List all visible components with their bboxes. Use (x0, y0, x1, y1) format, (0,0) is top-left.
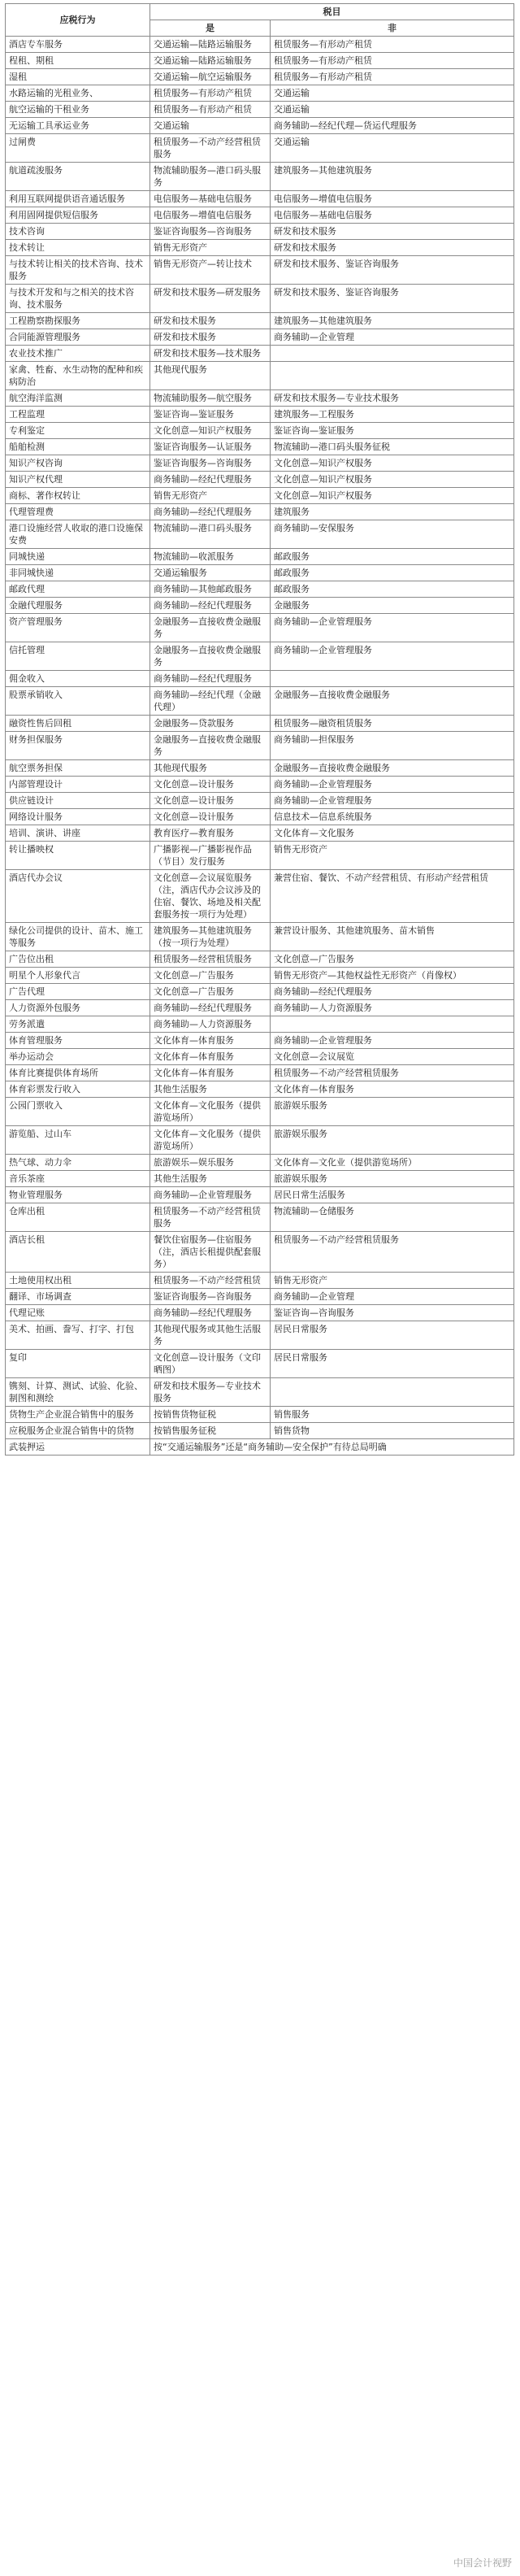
cell-tax-item-yes: 其他生活服务 (150, 1081, 271, 1098)
cell-tax-item-no: 商务辅助—企业管理服务 (271, 793, 514, 809)
cell-taxable-action: 技术转让 (6, 240, 150, 256)
cell-tax-item-no: 物流辅助—港口码头服务征税 (271, 439, 514, 455)
table-row (6, 472, 514, 488)
table-row (6, 870, 514, 923)
cell-taxable-action: 酒店专车服务 (6, 37, 150, 53)
cell-taxable-action: 热气球、动力伞 (6, 1155, 150, 1171)
cell-tax-item-yes: 商务辅助—经纪代理服务 (150, 1305, 271, 1321)
cell-tax-item-no: 文化创意—广告服务 (271, 951, 514, 968)
table-row (6, 53, 514, 69)
table-row (6, 1378, 514, 1407)
cell-tax-item-yes: 物流辅助—收派服务 (150, 549, 271, 565)
table-row (6, 793, 514, 809)
cell-tax-item-no: 建筑服务—工程服务 (271, 407, 514, 423)
cell-tax-item-yes: 物流辅助—港口码头服务 (150, 520, 271, 549)
cell-tax-item-no: 交通运输 (271, 134, 514, 163)
cell-taxable-action: 内部管理设计 (6, 777, 150, 793)
table-row (6, 598, 514, 614)
cell-taxable-action: 劳务派遣 (6, 1016, 150, 1033)
cell-tax-item-no: 兼营设计服务、其他建筑服务、苗木销售 (271, 923, 514, 951)
cell-tax-item-no: 租赁服务—不动产经营租赁服务 (271, 1065, 514, 1081)
cell-taxable-action: 举办运动会 (6, 1049, 150, 1065)
table-row (6, 1423, 514, 1439)
cell-tax-item-no: 商务辅助—经纪代理—货运代理服务 (271, 118, 514, 134)
table-row (6, 1350, 514, 1378)
cell-tax-item-no: 物流辅助—仓储服务 (271, 1203, 514, 1232)
table-row (6, 565, 514, 581)
table-row (6, 224, 514, 240)
table-row (6, 1321, 514, 1350)
table-row (6, 313, 514, 329)
table-row (6, 1000, 514, 1016)
cell-tax-item-no: 建筑服务 (271, 504, 514, 520)
cell-tax-item-no: 文化创意—会议展览 (271, 1049, 514, 1065)
cell-tax-item-no: 邮政服务 (271, 549, 514, 565)
header-taxable-action: 应税行为 (6, 4, 150, 37)
cell-taxable-action: 体育管理服务 (6, 1033, 150, 1049)
cell-taxable-action: 代理管理费 (6, 504, 150, 520)
cell-tax-item-yes: 商务辅助—企业管理服务 (150, 1187, 271, 1203)
cell-tax-item-no (271, 671, 514, 687)
cell-tax-item-yes: 其他现代服务 (150, 760, 271, 777)
cell-tax-item-no (271, 1016, 514, 1033)
table-row (6, 1098, 514, 1126)
cell-tax-item-no: 居民日常生活服务 (271, 1187, 514, 1203)
cell-tax-item-no: 租赁服务—融资租赁服务 (271, 716, 514, 732)
table-row (6, 390, 514, 407)
cell-tax-item-yes: 交通运输—陆路运输服务 (150, 37, 271, 53)
cell-taxable-action: 应税服务企业混合销售中的货物 (6, 1423, 150, 1439)
cell-taxable-action: 广告位出租 (6, 951, 150, 968)
cell-taxable-action: 酒店代办会议 (6, 870, 150, 923)
cell-tax-item-no: 商务辅助—担保服务 (271, 732, 514, 760)
cell-tax-item-no: 兼营住宿、餐饮、不动产经营租赁、有形动产经营租赁 (271, 870, 514, 923)
cell-tax-item-yes: 其他生活服务 (150, 1171, 271, 1187)
cell-taxable-action: 游览船、过山车 (6, 1126, 150, 1155)
cell-taxable-action: 酒店长租 (6, 1232, 150, 1273)
cell-taxable-action: 体育比赛提供体育场所 (6, 1065, 150, 1081)
table-row (6, 240, 514, 256)
table-row (6, 488, 514, 504)
cell-tax-item-yes: 租赁服务—不动产经营租赁服务 (150, 134, 271, 163)
cell-tax-item-yes: 物流辅助服务—港口码头服务 (150, 163, 271, 191)
cell-tax-item-yes: 商务辅助—经纪代理（金融代理） (150, 687, 271, 716)
cell-tax-item-no: 研发和技术服务 (271, 240, 514, 256)
table-row (6, 671, 514, 687)
cell-taxable-action: 股票承销收入 (6, 687, 150, 716)
cell-tax-item-no: 建筑服务—其他建筑服务 (271, 313, 514, 329)
cell-taxable-action: 与技术转让相关的技术咨询、技术服务 (6, 256, 150, 285)
table-row (6, 191, 514, 207)
cell-tax-item-note: 按“交通运输服务”还是“商务辅助—安全保护”有待总局明确 (150, 1439, 514, 1456)
cell-tax-item-yes: 教育医疗—教育服务 (150, 825, 271, 842)
cell-taxable-action: 知识产权代理 (6, 472, 150, 488)
cell-tax-item-yes: 文化体育—文化服务（提供游览场所） (150, 1126, 271, 1155)
cell-tax-item-yes: 商务辅助—经纪代理服务 (150, 1000, 271, 1016)
cell-tax-item-no: 销售无形资产 (271, 1273, 514, 1289)
cell-tax-item-yes: 交通运输—航空运输服务 (150, 69, 271, 85)
cell-taxable-action: 技术咨询 (6, 224, 150, 240)
cell-tax-item-yes: 金融服务—直接收费金融服务 (150, 614, 271, 642)
cell-tax-item-yes: 销售无形资产 (150, 488, 271, 504)
cell-tax-item-yes: 交通运输 (150, 118, 271, 134)
cell-taxable-action: 绿化公司提供的设计、苗木、施工等服务 (6, 923, 150, 951)
cell-tax-item-no: 研发和技术服务、鉴证咨询服务 (271, 256, 514, 285)
cell-taxable-action: 人力资源外包服务 (6, 1000, 150, 1016)
cell-tax-item-yes: 广播影视—广播影视作品（节目）发行服务 (150, 842, 271, 870)
cell-tax-item-yes: 电信服务—增值电信服务 (150, 207, 271, 224)
cell-taxable-action: 湿租 (6, 69, 150, 85)
table-row (6, 407, 514, 423)
table-row (6, 423, 514, 439)
cell-tax-item-no: 居民日常服务 (271, 1321, 514, 1350)
cell-tax-item-no: 文化创意—知识产权服务 (271, 488, 514, 504)
cell-taxable-action: 转让播映权 (6, 842, 150, 870)
cell-tax-item-no: 商务辅助—企业管理服务 (271, 642, 514, 671)
cell-tax-item-no: 租赁服务—有形动产租赁 (271, 69, 514, 85)
table-row (6, 329, 514, 346)
cell-taxable-action: 培训、演讲、讲座 (6, 825, 150, 842)
cell-taxable-action: 融资性售后回租 (6, 716, 150, 732)
cell-tax-item-yes: 商务辅助—其他邮政服务 (150, 581, 271, 598)
table-row (6, 504, 514, 520)
cell-tax-item-yes: 文化创意—设计服务 (150, 809, 271, 825)
table-row (6, 285, 514, 313)
cell-tax-item-no: 销售无形资产—其他权益性无形资产（肖像权） (271, 968, 514, 984)
cell-tax-item-yes: 文化创意—广告服务 (150, 984, 271, 1000)
table-row (6, 1049, 514, 1065)
table-row (6, 687, 514, 716)
cell-taxable-action: 佣金收入 (6, 671, 150, 687)
cell-taxable-action: 知识产权咨询 (6, 455, 150, 472)
table-header-row (6, 4, 514, 20)
cell-tax-item-yes: 销售无形资产 (150, 240, 271, 256)
cell-taxable-action: 过闸费 (6, 134, 150, 163)
table-row (6, 614, 514, 642)
cell-tax-item-yes: 研发和技术服务—研发服务 (150, 285, 271, 313)
cell-tax-item-yes: 按销售服务征税 (150, 1423, 271, 1439)
table-row (6, 1016, 514, 1033)
table-row (6, 1187, 514, 1203)
table-row (6, 1171, 514, 1187)
table-row (6, 923, 514, 951)
table-row (6, 1126, 514, 1155)
cell-taxable-action: 邮政代理 (6, 581, 150, 598)
cell-tax-item-no: 商务辅助—企业管理服务 (271, 777, 514, 793)
cell-tax-item-yes: 文化创意—知识产权服务 (150, 423, 271, 439)
cell-tax-item-no: 旅游娱乐服务 (271, 1171, 514, 1187)
cell-tax-item-yes: 交通运输—陆路运输服务 (150, 53, 271, 69)
cell-taxable-action: 信托管理 (6, 642, 150, 671)
cell-tax-item-no: 销售服务 (271, 1407, 514, 1423)
table-row (6, 825, 514, 842)
cell-taxable-action: 音乐茶座 (6, 1171, 150, 1187)
cell-taxable-action: 财务担保服务 (6, 732, 150, 760)
table-row (6, 777, 514, 793)
cell-tax-item-no: 文化体育—文化服务 (271, 825, 514, 842)
cell-tax-item-yes: 商务辅助—经纪代理服务 (150, 472, 271, 488)
header-yes: 是 (150, 20, 271, 37)
cell-taxable-action: 船舶检测 (6, 439, 150, 455)
cell-tax-item-yes: 餐饮住宿服务—住宿服务（注，酒店长租提供配套服务） (150, 1232, 271, 1273)
cell-tax-item-yes: 租赁服务—有形动产租赁 (150, 85, 271, 102)
cell-tax-item-yes: 租赁服务—有形动产租赁 (150, 102, 271, 118)
cell-taxable-action: 工程勘察勘探服务 (6, 313, 150, 329)
cell-tax-item-no: 商务辅助—人力资源服务 (271, 1000, 514, 1016)
cell-tax-item-yes: 其他现代服务 (150, 362, 271, 390)
cell-tax-item-no: 建筑服务—其他建筑服务 (271, 163, 514, 191)
cell-tax-item-no: 研发和技术服务、鉴证咨询服务 (271, 285, 514, 313)
table-row (6, 1203, 514, 1232)
cell-tax-item-no: 销售货物 (271, 1423, 514, 1439)
table-row (6, 1155, 514, 1171)
cell-tax-item-no: 商务辅助—企业管理 (271, 1289, 514, 1305)
table-row (6, 1305, 514, 1321)
cell-taxable-action: 物业管理服务 (6, 1187, 150, 1203)
table-row (6, 1273, 514, 1289)
table-row (6, 732, 514, 760)
cell-tax-item-no: 租赁服务—不动产经营租赁服务 (271, 1232, 514, 1273)
cell-tax-item-yes: 鉴证咨询服务—咨询服务 (150, 455, 271, 472)
cell-taxable-action: 网络设计服务 (6, 809, 150, 825)
table-row (6, 1439, 514, 1456)
cell-tax-item-no: 商务辅助—企业管理服务 (271, 614, 514, 642)
table-row (6, 163, 514, 191)
table-body (6, 37, 514, 1456)
cell-taxable-action: 工程监理 (6, 407, 150, 423)
cell-tax-item-yes: 旅游娱乐—娱乐服务 (150, 1155, 271, 1171)
cell-taxable-action: 程租、期租 (6, 53, 150, 69)
table-row (6, 37, 514, 53)
cell-taxable-action: 利用互联网提供语音通话服务 (6, 191, 150, 207)
cell-tax-item-yes: 销售无形资产—转让技术 (150, 256, 271, 285)
cell-taxable-action: 航空运输的干租业务 (6, 102, 150, 118)
cell-tax-item-yes: 建筑服务—其他建筑服务（按一项行为处理） (150, 923, 271, 951)
cell-tax-item-no (271, 362, 514, 390)
cell-tax-item-no: 旅游娱乐服务 (271, 1126, 514, 1155)
cell-tax-item-no: 销售无形资产 (271, 842, 514, 870)
cell-tax-item-yes: 租赁服务—不动产经营租赁服务 (150, 1203, 271, 1232)
table-row (6, 1081, 514, 1098)
table-row (6, 809, 514, 825)
cell-tax-item-no: 鉴证咨询—咨询服务 (271, 1305, 514, 1321)
cell-tax-item-no: 信息技术—信息系统服务 (271, 809, 514, 825)
cell-taxable-action: 水路运输的光租业务、 (6, 85, 150, 102)
cell-tax-item-no: 金融服务—直接收费金融服务 (271, 687, 514, 716)
table-row (6, 642, 514, 671)
cell-tax-item-yes: 商务辅助—经纪代理服务 (150, 671, 271, 687)
cell-tax-item-yes: 按销售货物征税 (150, 1407, 271, 1423)
table-row (6, 549, 514, 565)
cell-taxable-action: 公园门票收入 (6, 1098, 150, 1126)
header-tax-item: 税目 (150, 4, 514, 20)
cell-taxable-action: 非同城快递 (6, 565, 150, 581)
cell-taxable-action: 无运输工具承运业务 (6, 118, 150, 134)
cell-taxable-action: 美术、拍画、誊写、打字、打包 (6, 1321, 150, 1350)
cell-taxable-action: 航空票务担保 (6, 760, 150, 777)
table-row (6, 581, 514, 598)
cell-tax-item-no: 交通运输 (271, 85, 514, 102)
cell-tax-item-yes: 文化体育—文化服务（提供游览场所） (150, 1098, 271, 1126)
cell-tax-item-yes: 商务辅助—人力资源服务 (150, 1016, 271, 1033)
cell-tax-item-yes: 鉴证咨询服务—咨询服务 (150, 1289, 271, 1305)
table-row (6, 716, 514, 732)
cell-taxable-action: 航道疏浚服务 (6, 163, 150, 191)
cell-tax-item-yes: 研发和技术服务 (150, 313, 271, 329)
cell-tax-item-no: 文化创意—知识产权服务 (271, 455, 514, 472)
cell-tax-item-yes: 金融服务—直接收费金融服务 (150, 732, 271, 760)
cell-tax-item-no: 鉴证咨询—鉴证服务 (271, 423, 514, 439)
cell-taxable-action: 广告代理 (6, 984, 150, 1000)
cell-tax-item-no (271, 1378, 514, 1407)
cell-tax-item-yes: 租赁服务—经营租赁服务 (150, 951, 271, 968)
table-row (6, 842, 514, 870)
cell-tax-item-yes: 文化创意—设计服务 (150, 777, 271, 793)
cell-taxable-action: 土地使用权出租 (6, 1273, 150, 1289)
cell-taxable-action: 家禽、牲畜、水生动物的配种和疾病防治 (6, 362, 150, 390)
cell-tax-item-no: 金融服务 (271, 598, 514, 614)
table-row (6, 1407, 514, 1423)
cell-tax-item-no: 租赁服务—有形动产租赁 (271, 37, 514, 53)
cell-taxable-action: 商标、著作权转让 (6, 488, 150, 504)
cell-tax-item-yes: 文化体育—体育服务 (150, 1033, 271, 1049)
table-row (6, 362, 514, 390)
cell-taxable-action: 资产管理服务 (6, 614, 150, 642)
cell-tax-item-no: 租赁服务—有形动产租赁 (271, 53, 514, 69)
cell-taxable-action: 镌刻、计算、测试、试验、化验、制图和测绘 (6, 1378, 150, 1407)
tax-item-comparison-table (5, 3, 514, 1456)
table-row (6, 346, 514, 362)
cell-tax-item-yes: 文化创意—设计服务 (150, 793, 271, 809)
cell-taxable-action: 同城快递 (6, 549, 150, 565)
cell-taxable-action: 仓库出租 (6, 1203, 150, 1232)
cell-tax-item-yes: 文化创意—广告服务 (150, 968, 271, 984)
table-row (6, 968, 514, 984)
cell-taxable-action: 金融代理服务 (6, 598, 150, 614)
table-row (6, 984, 514, 1000)
table-row (6, 455, 514, 472)
cell-tax-item-no: 邮政服务 (271, 565, 514, 581)
table-row (6, 118, 514, 134)
cell-tax-item-no: 商务辅助—企业管理 (271, 329, 514, 346)
cell-tax-item-yes: 研发和技术服务—技术服务 (150, 346, 271, 362)
cell-tax-item-no: 金融服务—直接收费金融服务 (271, 760, 514, 777)
cell-tax-item-yes: 商务辅助—经纪代理服务 (150, 504, 271, 520)
cell-taxable-action: 专利鉴定 (6, 423, 150, 439)
cell-tax-item-no: 交通运输 (271, 102, 514, 118)
table-row (6, 760, 514, 777)
table-row (6, 1033, 514, 1049)
table-row (6, 1065, 514, 1081)
cell-tax-item-yes: 文化体育—体育服务 (150, 1065, 271, 1081)
cell-taxable-action: 明星个人形象代言 (6, 968, 150, 984)
cell-tax-item-no: 研发和技术服务—专业技术服务 (271, 390, 514, 407)
cell-tax-item-no: 文化创意—知识产权服务 (271, 472, 514, 488)
cell-tax-item-yes: 金融服务—直接收费金融服务 (150, 642, 271, 671)
cell-tax-item-no: 商务辅助—企业管理服务 (271, 1033, 514, 1049)
cell-tax-item-no: 居民日常服务 (271, 1350, 514, 1378)
table-row (6, 85, 514, 102)
cell-tax-item-yes: 其他现代服务或其他生活服务 (150, 1321, 271, 1350)
cell-tax-item-no: 电信服务—基础电信服务 (271, 207, 514, 224)
cell-tax-item-yes: 文化体育—体育服务 (150, 1049, 271, 1065)
cell-tax-item-no: 旅游娱乐服务 (271, 1098, 514, 1126)
cell-tax-item-yes: 鉴证咨询服务—认证服务 (150, 439, 271, 455)
cell-tax-item-yes: 文化创意—会议展览服务（注，酒店代办会议涉及的住宿、餐饮、场地及相关配套服务按一项行为处理） (150, 870, 271, 923)
cell-tax-item-no: 研发和技术服务 (271, 224, 514, 240)
cell-tax-item-no: 文化体育—体育服务 (271, 1081, 514, 1098)
cell-taxable-action: 翻译、市场调查 (6, 1289, 150, 1305)
table-row (6, 69, 514, 85)
cell-tax-item-yes: 商务辅助—经纪代理服务 (150, 598, 271, 614)
cell-tax-item-no: 商务辅助—经纪代理服务 (271, 984, 514, 1000)
table-row (6, 102, 514, 118)
site-watermark: 中国会计视野 (453, 2557, 512, 2569)
table-row (6, 520, 514, 549)
cell-taxable-action: 供应链设计 (6, 793, 150, 809)
header-no: 非 (271, 20, 514, 37)
cell-tax-item-yes: 研发和技术服务 (150, 329, 271, 346)
table-row (6, 1232, 514, 1273)
cell-taxable-action: 复印 (6, 1350, 150, 1378)
cell-taxable-action: 农业技术推广 (6, 346, 150, 362)
cell-tax-item-no: 电信服务—增值电信服务 (271, 191, 514, 207)
cell-tax-item-yes: 租赁服务—不动产经营租赁 (150, 1273, 271, 1289)
cell-tax-item-no: 邮政服务 (271, 581, 514, 598)
cell-tax-item-no: 商务辅助—安保服务 (271, 520, 514, 549)
cell-taxable-action: 武装押运 (6, 1439, 150, 1456)
table-row (6, 134, 514, 163)
table-row (6, 439, 514, 455)
table-row (6, 951, 514, 968)
cell-taxable-action: 代理记账 (6, 1305, 150, 1321)
cell-taxable-action: 利用固网提供短信服务 (6, 207, 150, 224)
cell-tax-item-yes: 交通运输服务 (150, 565, 271, 581)
cell-taxable-action: 与技术开发和与之相关的技术咨询、技术服务 (6, 285, 150, 313)
cell-taxable-action: 货物生产企业混合销售中的服务 (6, 1407, 150, 1423)
cell-tax-item-yes: 研发和技术服务—专业技术服务 (150, 1378, 271, 1407)
cell-tax-item-yes: 电信服务—基础电信服务 (150, 191, 271, 207)
cell-tax-item-yes: 物流辅助服务—航空服务 (150, 390, 271, 407)
table-row (6, 1289, 514, 1305)
cell-taxable-action: 港口设施经营人收取的港口设施保安费 (6, 520, 150, 549)
cell-tax-item-yes: 文化创意—设计服务（文印晒图） (150, 1350, 271, 1378)
table-row (6, 256, 514, 285)
cell-taxable-action: 合同能源管理服务 (6, 329, 150, 346)
cell-taxable-action: 体育彩票发行收入 (6, 1081, 150, 1098)
cell-tax-item-yes: 金融服务—贷款服务 (150, 716, 271, 732)
cell-tax-item-yes: 鉴证咨询服务—咨询服务 (150, 224, 271, 240)
cell-tax-item-no (271, 346, 514, 362)
table-row (6, 207, 514, 224)
cell-tax-item-no: 文化体育—文化业（提供游览场所） (271, 1155, 514, 1171)
cell-taxable-action: 航空海洋监测 (6, 390, 150, 407)
cell-tax-item-yes: 鉴证咨询—鉴证服务 (150, 407, 271, 423)
